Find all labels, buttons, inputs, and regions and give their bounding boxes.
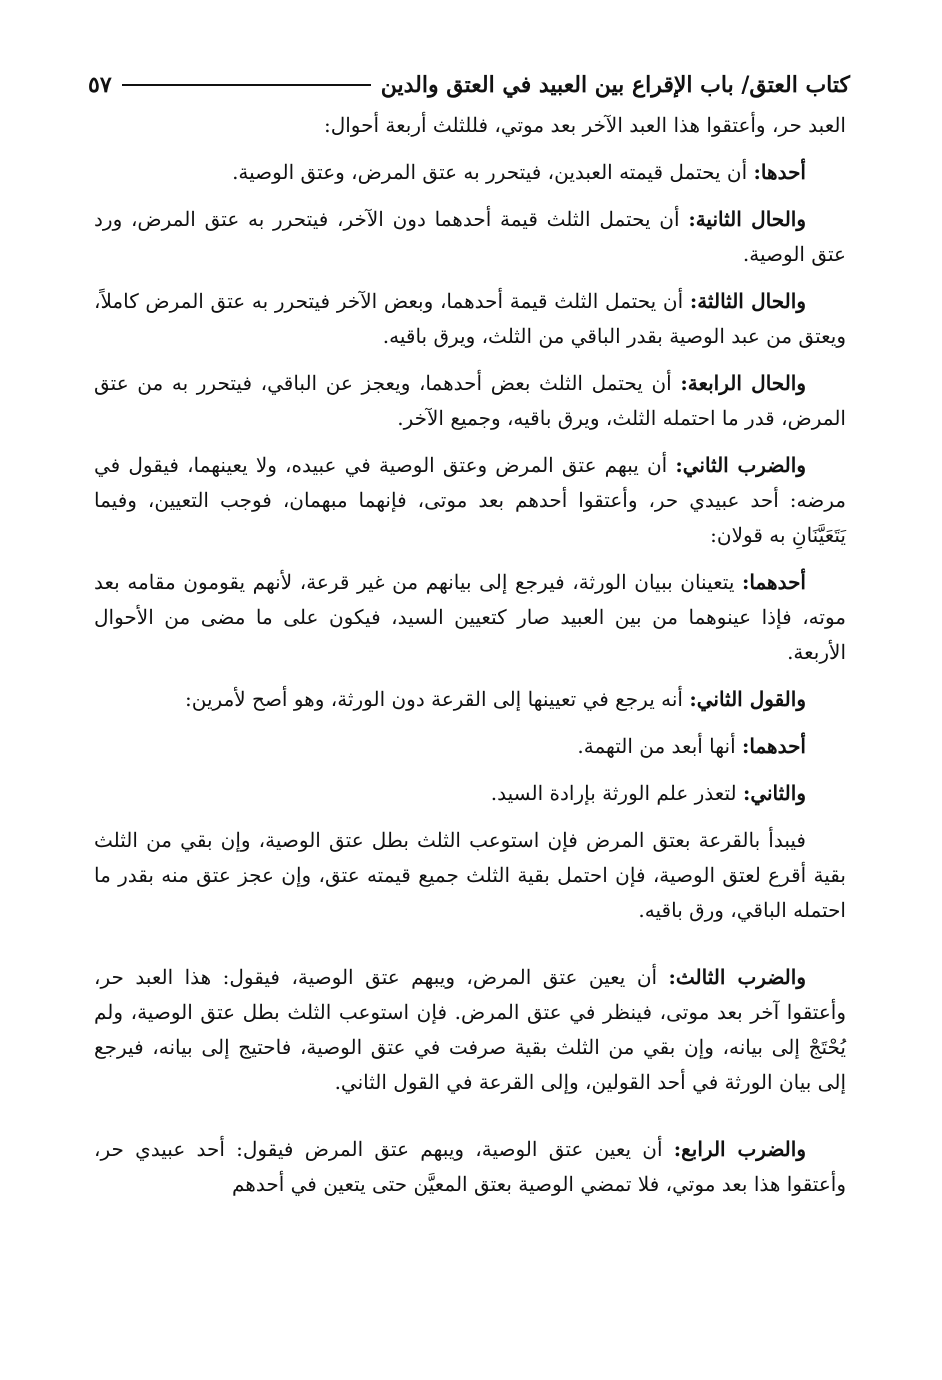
running-header [88, 62, 850, 108]
paragraph [94, 1132, 846, 1202]
paragraph-lead: والضرب الثاني: [675, 453, 806, 477]
paragraph [94, 565, 846, 670]
paragraph [94, 155, 846, 190]
paragraph-text: العبد حر، وأعتقوا هذا العبد الآخر بعد موتي، فللثلث أربعة أحوال: [323, 113, 846, 137]
paragraph-text: أن يحتمل قيمته العبدين، فيتحرر به عتق المرض، وعتق الوصية. [232, 160, 754, 184]
paragraph-text: فيبدأ بالقرعة بعتق المرض فإن استوعب الثلث بطل عتق الوصية، وإن بقي من الثلث بقية أقرع لعتق الوصية، فإن احتمل بقية الثلث جميع قيمته عتق، وإن عجز عتق منه بقدر ما احتمله الباقي، ورق باقيه. [94, 828, 846, 922]
paragraph-text: أن يعين عتق الوصية، ويبهم عتق المرض فيقول: أحد عبيدي حر، وأعتقوا هذا بعد موتي، فلا تمضي الوصية بعتق المعيَّن حتى يتعين في أحدهم [94, 1137, 846, 1196]
paragraph-lead: والثاني: [742, 781, 806, 805]
paragraph-text: أن يعين عتق المرض، ويبهم عتق الوصية، فيقول: هذا العبد حر، وأعتقوا آخر بعد موتى، فينظر في عتق المرض. فإن استوعب الثلث بطل عتق الوصية، ولم يُحْتَجْ إلى بيانه، وإن بقي من الثلث بقية صرفت في عتق الوصية، فاحتيج إلى بيانه، فيرجع إلى بيان الورثة في أحد القولين، وإلى القرعة في القول الثاني. [94, 965, 846, 1094]
page-number: ٥٧ [88, 72, 112, 98]
paragraph-text: لتعذر علم الورثة بإرادة السيد. [490, 781, 743, 805]
header-rule [122, 84, 371, 86]
paragraph-text: أنه يرجع في تعيينها إلى القرعة دون الورثة، وهو أصح لأمرين: [185, 687, 690, 711]
paragraph-lead: والحال الثالثة: [689, 289, 806, 313]
paragraph-text: أن يحتمل الثلث بعض أحدهما، ويعجز عن الباقي، فيتحرر به من عتق المرض، قدر ما احتمله الثلث، ويرق باقيه، وجميع الآخر. [94, 371, 846, 430]
paragraph [94, 284, 846, 354]
paragraph-text: أنها أبعد من التهمة. [577, 734, 742, 758]
paragraph-lead: والضرب الثالث: [668, 965, 806, 989]
paragraph [94, 776, 846, 811]
paragraph [94, 448, 846, 553]
paragraph [94, 729, 846, 764]
page-body [94, 108, 846, 1214]
paragraph-lead: والحال الرابعة: [680, 371, 807, 395]
paragraph-text: أن يحتمل الثلث قيمة أحدهما دون الآخر، فيتحرر به عتق المرض، ورد عتق الوصية. [94, 207, 846, 266]
paragraph-lead: أحدها: [753, 160, 806, 184]
paragraph-text: أن يبهم عتق المرض وعتق الوصية في عبيده، ولا يعينهما، فيقول في مرضه: أحد عبيدي حر، وأعتقوا أحدهم بعد موتى، فإنهما مبهمان، فوجب التعيين، وفيما يَتَعَيَّنَانِ به قولان: [94, 453, 846, 547]
paragraph [94, 366, 846, 436]
paragraph-text: يتعينان ببيان الورثة، فيرجع إلى بيانهم من غير قرعة، لأنهم يقومون مقامه بعد موته، فإذا عينوهما من بين العبيد صار كتعيين السيد، فيكون على ما مضى من الأحوال الأربعة. [94, 570, 846, 664]
paragraph [94, 823, 846, 928]
paragraph [94, 108, 846, 143]
paragraph-lead: أحدهما: [741, 570, 806, 594]
paragraph [94, 682, 846, 717]
paragraph-lead: والقول الثاني: [689, 687, 806, 711]
paragraph-lead: والحال الثانية: [688, 207, 807, 231]
paragraph-lead: والضرب الرابع: [673, 1137, 806, 1161]
paragraph [94, 202, 846, 272]
paragraph [94, 960, 846, 1100]
header-title: كتاب العتق/ باب الإقراع بين العبيد في العتق والدين [380, 72, 850, 98]
paragraph-text: أن يحتمل الثلث قيمة أحدهما، وبعض الآخر فيتحرر به عتق المرض كاملاً، ويعتق من عبد الوصية بقدر الباقي من الثلث، ويرق باقيه. [94, 289, 846, 348]
paragraph-lead: أحدهما: [741, 734, 806, 758]
